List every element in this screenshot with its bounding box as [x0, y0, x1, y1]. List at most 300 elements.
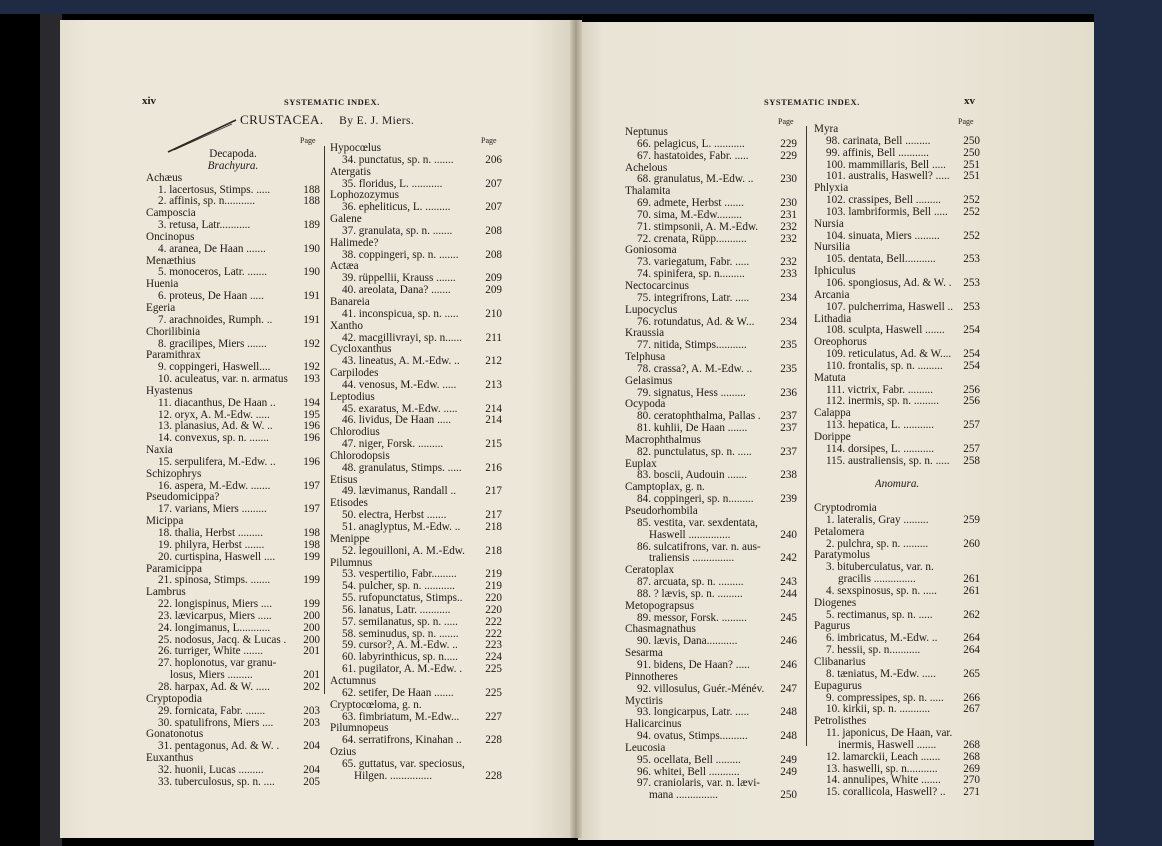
- species-name: 92. villosulus, Guér.-Ménév.: [637, 683, 765, 695]
- species-name: 46. lividus, De Haan .....: [342, 415, 452, 427]
- species-entry: [814, 539, 980, 551]
- species-entry: [330, 439, 502, 451]
- page-number: 199: [303, 574, 320, 587]
- genus-heading: [625, 328, 797, 340]
- genus-name: Paramithrax: [146, 350, 201, 362]
- species-name-continuation: losus, Miers .........: [170, 670, 253, 682]
- species-entry: [146, 220, 320, 232]
- species-entry: [330, 202, 502, 214]
- species-entry: [814, 456, 980, 468]
- blank-text: [814, 467, 980, 479]
- section-heading: [146, 161, 320, 173]
- genus-heading: [814, 373, 980, 385]
- genus-name: Pseudomicippa?: [146, 492, 220, 504]
- page-number: 203: [303, 704, 320, 717]
- page-number: 233: [780, 268, 797, 281]
- species-entry: [814, 669, 980, 681]
- species-name: 8. gracilipes, Miers .......: [158, 338, 267, 350]
- genus-heading: [146, 516, 320, 528]
- page-number: 269: [963, 762, 980, 775]
- species-name: 28. harpax, Ad. & W. .....: [158, 681, 270, 693]
- species-name: 12. oryx, A. M.-Edw. .....: [158, 409, 270, 421]
- species-entry: [330, 640, 502, 652]
- genus-heading: [146, 303, 320, 315]
- genus-name: Etisus: [330, 474, 358, 486]
- page-number: 217: [485, 509, 502, 522]
- species-entry: [330, 569, 502, 581]
- species-name: 15. corallicola, Haswell? ..: [826, 787, 946, 799]
- species-entry: [625, 151, 797, 163]
- genus-heading: [625, 186, 797, 198]
- genus-heading: [625, 648, 797, 660]
- genus-name: Etisodes: [330, 498, 368, 510]
- species-entry: [814, 254, 980, 266]
- page-number: 191: [303, 313, 320, 326]
- page-number: 258: [963, 454, 980, 467]
- page-number: 197: [303, 503, 320, 516]
- genus-name: Egeria: [146, 302, 176, 314]
- species-name: 72. crenata, Rüpp...........: [637, 233, 747, 245]
- species-entry: [146, 575, 320, 587]
- page-number: 235: [780, 362, 797, 375]
- genus-name: Kraussia: [625, 328, 665, 340]
- genus-name: Carpilodes: [330, 368, 379, 380]
- section-heading-text: Decapoda.: [209, 149, 257, 160]
- species-name: 6. imbricatus, M.-Edw. ..: [826, 633, 938, 645]
- genus-name: Clibanarius: [814, 656, 866, 668]
- right-running-head: SYSTEMATIC INDEX.: [764, 97, 860, 107]
- species-name: 58. seminudus, sp. n. .......: [342, 628, 459, 640]
- genus-name: Actumnus: [330, 675, 376, 687]
- genus-name: Naxia: [146, 445, 173, 457]
- genus-name: Sesarma: [625, 648, 663, 660]
- genus-name: Chorilibinia: [146, 326, 201, 338]
- page-number: 212: [485, 355, 502, 368]
- species-entry: [146, 433, 320, 445]
- species-entry: [625, 494, 797, 506]
- page-number: 200: [303, 633, 320, 646]
- genus-name: Camposcia: [146, 208, 196, 220]
- genus-heading: [330, 167, 502, 179]
- page-number: 208: [485, 248, 502, 261]
- species-name: 43. lineatus, A. M.-Edw. ..: [342, 356, 460, 368]
- genus-heading: [330, 558, 502, 570]
- species-name: 94. ovatus, Stimps..........: [637, 731, 748, 743]
- page-number: 202: [303, 680, 320, 693]
- page-number: 188: [303, 183, 320, 196]
- page-number: 253: [963, 253, 980, 266]
- page-number: 264: [963, 632, 980, 645]
- species-name: 24. longimanus, L...........: [158, 622, 271, 634]
- page-number: 215: [485, 438, 502, 451]
- species-name: 8. tæniatus, M.-Edw. .....: [826, 668, 936, 680]
- page-number: 256: [963, 395, 980, 408]
- species-name: 6. proteus, De Haan .....: [158, 291, 264, 303]
- species-name: 10. kirkii, sp. n. ...........: [826, 704, 931, 716]
- genus-name: Paramicippa: [146, 563, 202, 575]
- species-name: 41. inconspicua, sp. n. .....: [342, 308, 459, 320]
- species-name: 48. granulatus, Stimps. .....: [342, 462, 462, 474]
- species-entry: [330, 285, 502, 297]
- species-name-continuation: traliensis ...............: [649, 553, 735, 565]
- genus-heading: [330, 321, 502, 333]
- page-number: 256: [963, 383, 980, 396]
- genus-name: Leptodius: [330, 391, 375, 403]
- species-name: 111. victrix, Fabr. .........: [826, 384, 933, 396]
- species-name: 14. convexus, sp. n. .......: [158, 433, 269, 445]
- species-name: 97. craniolaris, var. n. lævi-: [637, 778, 761, 790]
- species-name-continuation: inermis, Haswell .......: [838, 739, 937, 751]
- genus-name: Actæa: [330, 261, 359, 273]
- genus-heading: [330, 534, 502, 546]
- page-number: 253: [963, 300, 980, 313]
- page-number: 236: [780, 386, 797, 399]
- left-column-1: [146, 149, 320, 789]
- column-rule: [324, 146, 325, 694]
- species-name: 62. setifer, De Haan .......: [342, 687, 454, 699]
- species-name: 13. planasius, Ad. & W. ..: [158, 421, 273, 433]
- page-number: 189: [303, 219, 320, 232]
- species-entry: [814, 633, 980, 645]
- species-entry: [625, 684, 797, 696]
- page-number: 254: [963, 324, 980, 337]
- species-name: 45. exaratus, M.-Edw. .....: [342, 403, 458, 415]
- species-entry: [330, 155, 502, 167]
- genus-heading: [146, 469, 320, 481]
- species-entry: [814, 562, 980, 574]
- species-entry: [625, 269, 797, 281]
- species-name: 56. lanatus, Latr. ...........: [342, 604, 451, 616]
- genus-heading: [330, 190, 502, 202]
- species-entry: [814, 361, 980, 373]
- species-name: 53. vespertilio, Fabr.........: [342, 569, 457, 581]
- page-number: 223: [485, 639, 502, 652]
- species-entry: [146, 718, 320, 730]
- species-entry: [330, 333, 502, 345]
- page-number: 222: [485, 627, 502, 640]
- species-entry: [814, 645, 980, 657]
- species-name: 98. carinata, Bell .........: [826, 135, 931, 147]
- genus-name: Eupagurus: [814, 680, 862, 692]
- species-entry: [330, 617, 502, 629]
- species-name: 102. crassipes, Bell .........: [826, 195, 941, 207]
- page-number: 204: [303, 740, 320, 753]
- genus-heading: [625, 719, 797, 731]
- genus-name: Achæus: [146, 172, 183, 184]
- species-entry: [330, 522, 502, 534]
- species-name: 104. sinuata, Miers .........: [826, 230, 940, 242]
- species-name: 105. dentata, Bell...........: [826, 254, 936, 266]
- page-number: 216: [485, 461, 502, 474]
- species-name: 18. thalia, Herbst .........: [158, 528, 264, 539]
- species-entry: [625, 589, 797, 601]
- genus-name: Dorippe: [814, 431, 851, 443]
- genus-heading: [625, 376, 797, 388]
- species-name: 86. sulcatifrons, var. n. aus-: [637, 541, 761, 553]
- cover-top: [0, 0, 1162, 14]
- genus-heading: [814, 527, 980, 539]
- page-number: 232: [780, 256, 797, 269]
- genus-heading: [146, 729, 320, 741]
- species-name: 67. hastatoides, Fabr. .....: [637, 150, 749, 162]
- species-entry: [330, 605, 502, 617]
- genus-name: Nectocarcinus: [625, 280, 689, 292]
- species-name: 100. mammillaris, Bell .....: [826, 159, 946, 171]
- species-name: 74. spinifera, sp. n.........: [637, 269, 745, 281]
- genus-heading: [146, 694, 320, 706]
- species-entry-continuation: [146, 670, 320, 682]
- left-col2-page-label: Page: [481, 136, 497, 145]
- genus-heading: [330, 747, 502, 759]
- genus-heading: [330, 475, 502, 487]
- species-name: 54. pulcher, sp. n. ...........: [342, 581, 455, 593]
- page-number: 252: [963, 229, 980, 242]
- genus-heading: [146, 564, 320, 576]
- section-heading: [814, 479, 980, 491]
- species-name: 5. rectimanus, sp. n. .....: [826, 609, 933, 621]
- page-number: 261: [963, 573, 980, 586]
- species-entry: [330, 688, 502, 700]
- right-column-1: [625, 127, 797, 802]
- genus-name: Myctiris: [625, 695, 663, 707]
- blank-line: [814, 467, 980, 479]
- species-entry: [814, 704, 980, 716]
- species-entry-continuation: [814, 574, 980, 586]
- genus-name: Banareia: [330, 296, 370, 308]
- page-number: 214: [485, 402, 502, 415]
- page-number: 195: [303, 408, 320, 421]
- left-running-head: SYSTEMATIC INDEX.: [284, 97, 380, 107]
- cover-right: [1094, 0, 1162, 846]
- page-gutter: [570, 20, 582, 838]
- species-name: 108. sculpta, Haswell .......: [826, 325, 945, 337]
- genus-heading: [625, 459, 797, 471]
- species-name: 77. nitida, Stimps...........: [637, 340, 747, 352]
- page-number: 219: [485, 580, 502, 593]
- genus-name: Matuta: [814, 372, 846, 384]
- page-number: 249: [780, 753, 797, 766]
- species-entry: [330, 404, 502, 416]
- genus-name: Hypocœlus: [330, 143, 381, 154]
- page-number: 250: [963, 134, 980, 147]
- genus-heading: [625, 352, 797, 364]
- species-name: 68. granulatus, M.-Edw. ..: [637, 174, 754, 186]
- genus-name: Telphusa: [625, 352, 666, 364]
- genus-heading: [814, 598, 980, 610]
- species-entry: [814, 444, 980, 456]
- genus-heading: [330, 368, 502, 380]
- species-entry: [146, 599, 320, 611]
- genus-name: Lithadia: [814, 313, 852, 325]
- genus-name: Halimede?: [330, 237, 379, 249]
- genus-name: Pseudorhombila: [625, 506, 698, 517]
- genus-heading: [330, 143, 502, 155]
- genus-name: Atergatis: [330, 166, 371, 178]
- species-entry-continuation: [814, 740, 980, 752]
- species-entry: [625, 234, 797, 246]
- page-number: 259: [963, 513, 980, 526]
- species-entry: [814, 752, 980, 764]
- page-number: 229: [780, 137, 797, 150]
- species-name: 51. anaglyptus, M.-Edw. ..: [342, 522, 461, 533]
- page-number: 198: [303, 538, 320, 551]
- page-number: 211: [485, 331, 502, 344]
- page-number: 196: [303, 432, 320, 445]
- genus-name: Calappa: [814, 408, 851, 420]
- page-number: 229: [780, 149, 797, 162]
- species-name: 63. fimbriatum, M.-Edw...: [342, 711, 460, 723]
- page-number: 252: [963, 194, 980, 207]
- page-number: 268: [963, 738, 980, 751]
- species-entry: [146, 552, 320, 564]
- species-entry: [330, 179, 502, 191]
- page-number: 244: [780, 587, 797, 600]
- page-number: 234: [780, 291, 797, 304]
- species-name: 87. arcuata, sp. n. .........: [637, 577, 744, 589]
- genus-name: Petrolisthes: [814, 716, 867, 728]
- species-entry: [625, 767, 797, 779]
- page-number: 257: [963, 442, 980, 455]
- genus-heading: [146, 350, 320, 362]
- species-name: 35. floridus, L. ...........: [342, 178, 443, 190]
- page-number: 218: [485, 521, 502, 533]
- species-entry: [146, 658, 320, 670]
- title-crustacea: CRUSTACEA.: [240, 112, 324, 127]
- genus-name: Achelous: [625, 162, 668, 174]
- species-name: 73. variegatum, Fabr. .....: [637, 257, 750, 269]
- species-name: 99. affinis, Bell ...........: [826, 147, 929, 159]
- genus-heading: [814, 266, 980, 278]
- genus-name: Huenia: [146, 279, 179, 291]
- right-folio: xv: [964, 95, 975, 107]
- species-name: 20. curtispina, Haswell ....: [158, 551, 276, 563]
- genus-name: Lophozozymus: [330, 190, 399, 202]
- genus-name: Pilumnus: [330, 557, 373, 569]
- page-number: 207: [485, 177, 502, 190]
- page-number: 237: [780, 410, 797, 423]
- species-name: 78. crassa?, A. M.-Edw. ..: [637, 363, 753, 375]
- page-number: 264: [963, 644, 980, 657]
- species-entry: [146, 410, 320, 422]
- page-number: 188: [303, 195, 320, 208]
- species-entry: [625, 470, 797, 482]
- species-entry: [625, 317, 797, 329]
- genus-heading: [814, 290, 980, 302]
- species-entry: [330, 629, 502, 641]
- species-entry: [330, 593, 502, 605]
- species-name: 26. turriger, White .......: [158, 646, 263, 658]
- species-name: 66. pelagicus, L. ...........: [637, 138, 745, 150]
- species-name-continuation: Haswell ...............: [649, 529, 731, 541]
- genus-name: Leucosia: [625, 742, 666, 754]
- genus-heading: [814, 716, 980, 728]
- blank-line: [814, 491, 980, 503]
- species-entry: [146, 623, 320, 635]
- species-entry: [625, 293, 797, 305]
- species-name: 2. pulchra, sp. n. .........: [826, 538, 929, 550]
- page-number: 232: [780, 220, 797, 233]
- species-name: 40. areolata, Dana? .......: [342, 285, 451, 297]
- genus-name: Chlorodopsis: [330, 450, 390, 462]
- species-entry: [330, 546, 502, 558]
- species-name: 31. pentagonus, Ad. & W. .: [158, 741, 280, 753]
- species-name: 7. hessii, sp. n...........: [826, 645, 921, 657]
- genus-name: Euxanthus: [146, 753, 194, 765]
- genus-heading: [814, 657, 980, 669]
- species-name: 76. rotundatus, Ad. & W...: [637, 316, 755, 328]
- page-number: 252: [963, 205, 980, 218]
- species-name: 64. serratifrons, Kinahan ..: [342, 735, 462, 747]
- genus-heading: [814, 337, 980, 349]
- page-number: 222: [485, 615, 502, 628]
- page-number: 210: [485, 307, 502, 320]
- species-name: 60. labyrinthicus, sp. n.....: [342, 652, 458, 664]
- species-entry: [146, 528, 320, 540]
- page-number: 208: [485, 224, 502, 237]
- genus-heading: [814, 183, 980, 195]
- species-name: 75. integrifrons, Latr. .....: [637, 292, 750, 304]
- species-name: 38. coppingeri, sp. n. .......: [342, 249, 459, 261]
- page-number: 227: [485, 710, 502, 723]
- genus-heading: [814, 408, 980, 420]
- species-name: 2. affinis, sp. n...........: [158, 196, 256, 208]
- column-rule: [806, 126, 807, 746]
- species-name: 107. pulcherrima, Haswell ..: [826, 301, 954, 313]
- species-name: 3. bituberculatus, var. n.: [826, 562, 934, 574]
- species-name: 1. lacertosus, Stimps. .....: [158, 184, 271, 196]
- species-entry: [146, 374, 320, 386]
- species-name: 88. ? lævis, sp. n. .........: [637, 588, 743, 600]
- genus-name: Pinnotheres: [625, 671, 678, 683]
- species-name: 1. lateralis, Gray .........: [826, 514, 929, 526]
- genus-name: Halicarcinus: [625, 719, 682, 731]
- species-name: 85. vestita, var. sexdentata,: [637, 517, 758, 529]
- species-entry: [330, 510, 502, 522]
- species-name: 84. coppingeri, sp. n.........: [637, 494, 754, 506]
- species-name: 90. lævis, Dana...........: [637, 636, 738, 648]
- species-name: 16. aspera, M.-Edw. .......: [158, 480, 271, 492]
- species-entry: [330, 712, 502, 724]
- page-number: 270: [963, 774, 980, 787]
- genus-name: Chlorodius: [330, 427, 380, 439]
- species-entry: [330, 273, 502, 285]
- species-name: 22. longispinus, Miers ....: [158, 599, 273, 611]
- genus-name: Macrophthalmus: [625, 434, 701, 446]
- species-name: 9. compressipes, sp. n. .....: [826, 692, 944, 704]
- page-number: 240: [780, 528, 797, 541]
- genus-name: Metopograpsus: [625, 600, 694, 612]
- page-number: 262: [963, 608, 980, 621]
- species-name-continuation: Hilgen. ...............: [354, 770, 432, 782]
- page-number: 209: [485, 272, 502, 285]
- species-entry: [330, 581, 502, 593]
- species-entry: [330, 486, 502, 498]
- genus-name: Gonatonotus: [146, 729, 204, 741]
- species-entry: [146, 777, 320, 789]
- genus-heading: [146, 232, 320, 244]
- page-number: 217: [485, 485, 502, 498]
- blank-text: [814, 491, 980, 503]
- genus-heading: [814, 621, 980, 633]
- page-number: 213: [485, 378, 502, 391]
- species-entry: [146, 765, 320, 777]
- species-entry: [625, 388, 797, 400]
- species-entry: [814, 420, 980, 432]
- genus-name: Cryptodromia: [814, 503, 877, 514]
- genus-heading: [814, 681, 980, 693]
- species-entry: [146, 646, 320, 658]
- species-name: 109. reticulatus, Ad. & W....: [826, 349, 952, 361]
